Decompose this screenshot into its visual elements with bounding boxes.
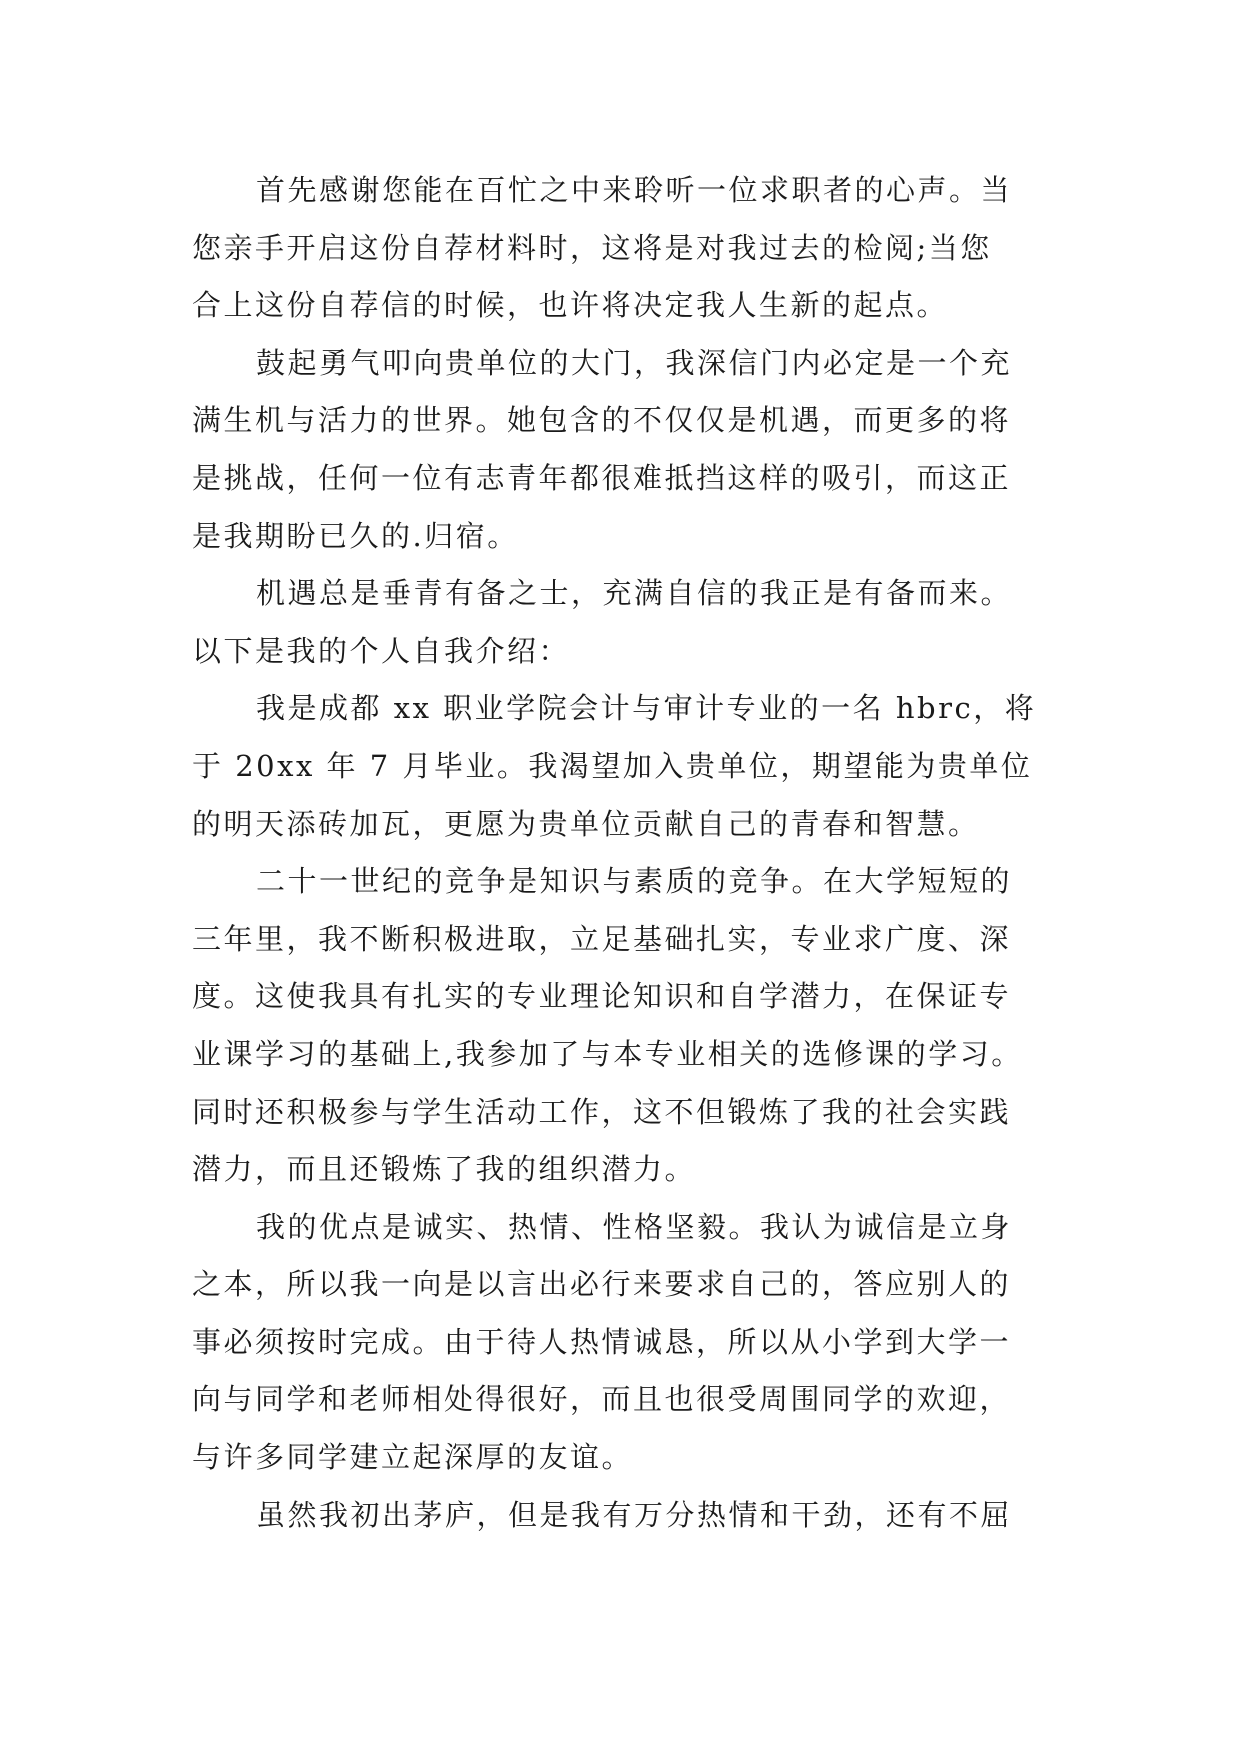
paragraph-line: 首先感谢您能在百忙之中来聆听一位求职者的心声。当 [256,173,1013,207]
cover-letter-body [192,162,1072,1544]
paragraph-line: 合上这份自荐信的时候，也许将决定我人生新的起点。 [192,288,949,323]
paragraph-line: 于 20xx 年 7 月毕业。我渴望加入贵单位，期望能为贵单位 [192,748,1033,783]
paragraph-line: 度。这使我具有扎实的专业理论知识和自学潜力，在保证专 [192,979,1012,1014]
paragraph-line: 满生机与活力的世界。她包含的不仅仅是机遇，而更多的将 [192,403,1012,438]
paragraph-line: 是我期盼已久的.归宿。 [192,518,519,553]
paragraph-line: 二十一世纪的竞争是知识与素质的竞争。在大学短短的 [256,864,1013,899]
paragraph-line: 鼓起勇气叩向贵单位的大门，我深信门内必定是一个充 [256,345,1013,380]
paragraph-line: 我的优点是诚实、热情、性格坚毅。我认为诚信是立身 [256,1209,1013,1244]
paragraph-line: 之本，所以我一向是以言出必行来要求自己的，答应别人的 [192,1267,1012,1302]
paragraph-line: 业课学习的基础上,我参加了与本专业相关的选修课的学习。 [192,1036,1023,1071]
paragraph-line: 虽然我初出茅庐，但是我有万分热情和干劲，还有不屈 [256,1497,1013,1532]
paragraph-line: 您亲手开启这份自荐材料时，这将是对我过去的检阅;当您 [192,230,992,265]
paragraph-line: 潜力，而且还锻炼了我的组织潜力。 [192,1152,697,1187]
paragraph-line: 以下是我的个人自我介绍： [192,633,571,668]
paragraph-line: 的明天添砖加瓦，更愿为贵单位贡献自己的青春和智慧。 [192,806,980,841]
paragraph-line: 三年里，我不断积极进取，立足基础扎实，专业求广度、深 [192,921,1012,956]
paragraph-line: 事必须按时完成。由于待人热情诚恳，所以从小学到大学一 [192,1324,1012,1359]
paragraph-line: 与许多同学建立起深厚的友谊。 [192,1440,634,1475]
paragraph-line: 机遇总是垂青有备之士，充满自信的我正是有备而来。 [256,576,1013,611]
paragraph-line: 向与同学和老师相处得很好，而且也很受周围同学的欢迎， [192,1382,1012,1417]
paragraph-line: 是挑战，任何一位有志青年都很难抵挡这样的吸引，而这正 [192,460,1012,495]
paragraph-line: 我是成都 xx 职业学院会计与审计专业的一名 hbrc，将 [256,691,1037,726]
paragraph-line: 同时还积极参与学生活动工作，这不但锻炼了我的社会实践 [192,1094,1012,1129]
